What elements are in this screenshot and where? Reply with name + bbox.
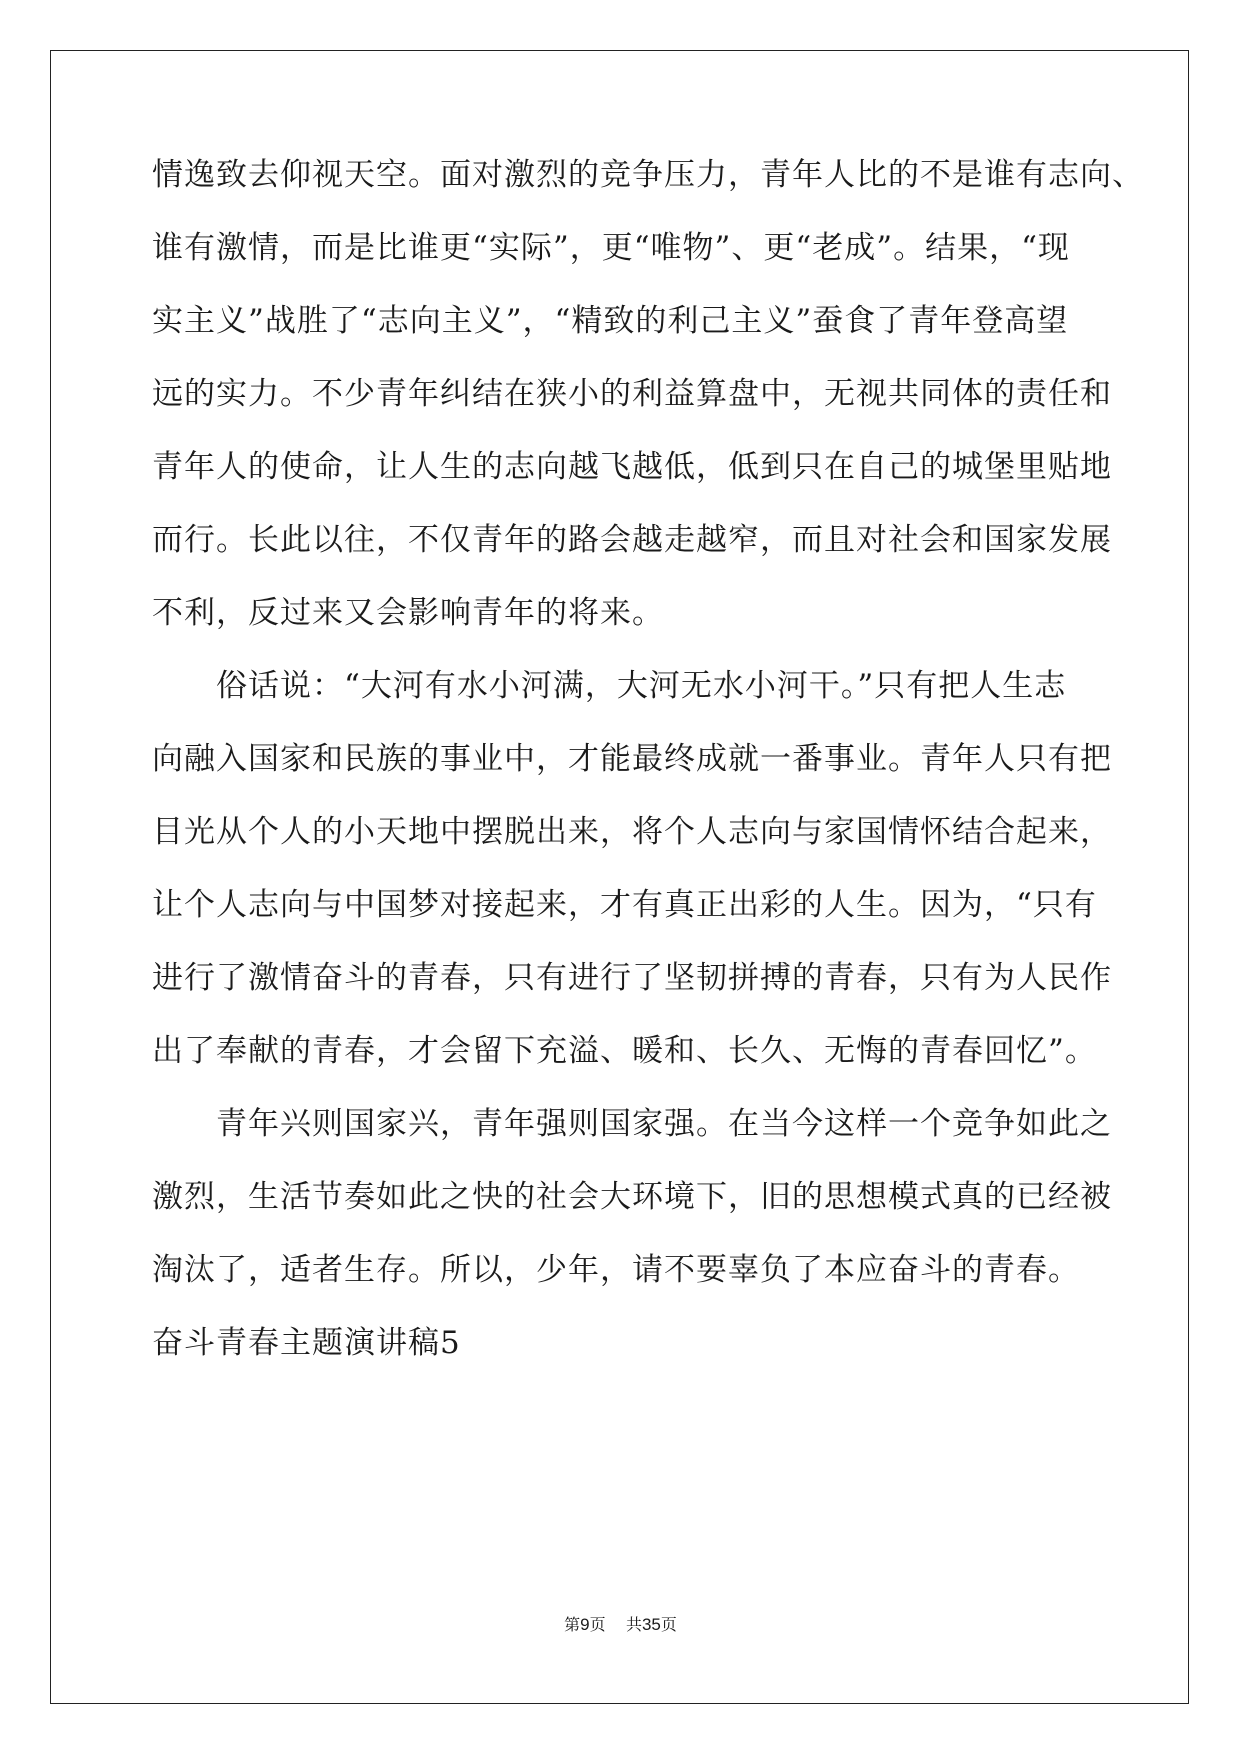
paragraph-start: 俗话说：“大河有水小河满，大河无水小河干。”只有把人生志 xyxy=(152,668,1067,704)
text-line: 进行了激情奋斗的青春，只有进行了坚韧拼搏的青春，只有为人民作 xyxy=(152,960,1112,996)
total-prefix: 共 xyxy=(625,1615,642,1634)
text-line: 青年人的使命，让人生的志向越飞越低，低到只在自己的城堡里贴地 xyxy=(152,449,1112,485)
text-line: 向融入国家和民族的事业中，才能最终成就一番事业。青年人只有把 xyxy=(152,741,1112,777)
text-line: 远的实力。不少青年纠结在狭小的利益算盘中，无视共同体的责任和 xyxy=(152,376,1112,412)
text-line: 不利，反过来又会影响青年的将来。 xyxy=(152,595,664,631)
page-prefix: 第 xyxy=(564,1615,581,1634)
text-line: 让个人志向与中国梦对接起来，才有真正出彩的人生。因为，“只有 xyxy=(152,887,1097,923)
text-line: 激烈，生活节奏如此之快的社会大环境下，旧的思想模式真的已经被 xyxy=(152,1179,1112,1215)
paragraph-start: 青年兴则国家兴，青年强则国家强。在当今这样一个竞争如此之 xyxy=(152,1106,1112,1142)
text-line: 实主义”战胜了“志向主义”，“精致的利己主义”蚕食了青年登高望 xyxy=(152,303,1069,339)
total-suffix: 页 xyxy=(660,1615,677,1634)
text-line: 而行。长此以往，不仅青年的路会越走越窄，而且对社会和国家发展 xyxy=(152,522,1112,558)
text-line: 淘汰了，适者生存。所以，少年，请不要辜负了本应奋斗的青春。 xyxy=(152,1252,1080,1288)
page-border xyxy=(50,50,1189,1704)
text-line: 情逸致去仰视天空。面对激烈的竞争压力，青年人比的不是谁有志向、 xyxy=(152,157,1144,193)
total-pages: 35 xyxy=(641,1615,661,1634)
page-suffix: 页 xyxy=(589,1615,606,1634)
page-number: 9 xyxy=(580,1615,590,1634)
text-line: 出了奉献的青春，才会留下充溢、暖和、长久、无悔的青春回忆”。 xyxy=(152,1033,1097,1069)
text-line: 目光从个人的小天地中摆脱出来，将个人志向与家国情怀结合起来， xyxy=(152,814,1112,850)
page-footer xyxy=(0,1614,1241,1636)
section-heading: 奋斗青春主题演讲稿5 xyxy=(152,1325,461,1361)
text-line: 谁有激情，而是比谁更“实际”，更“唯物”、更“老成”。结果，“现 xyxy=(152,230,1070,266)
